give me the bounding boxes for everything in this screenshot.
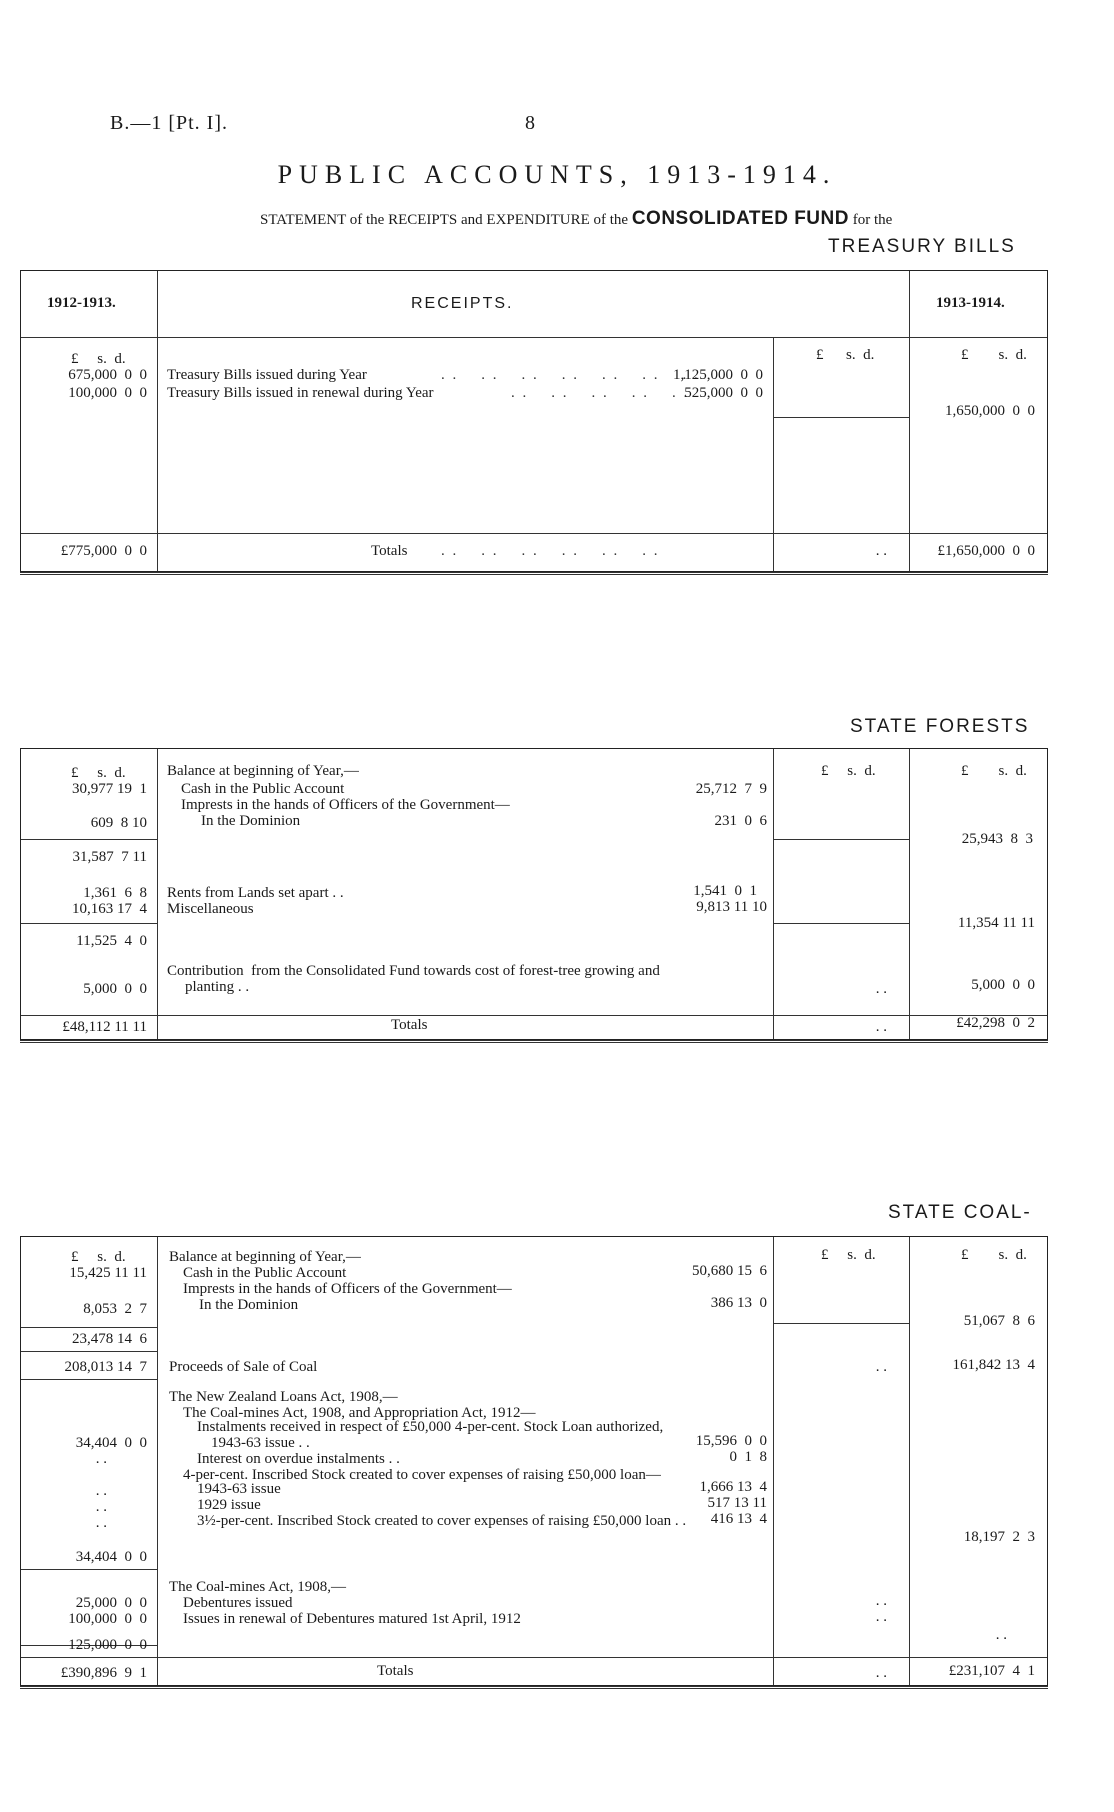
report-code: B.—1 [Pt. I]. bbox=[110, 112, 228, 134]
cash-label: Cash in the Public Account bbox=[181, 781, 345, 797]
currency-header-detail: £ s. d. bbox=[821, 763, 876, 779]
loans-prev-total: 34,404 0 0 bbox=[75, 1549, 147, 1565]
instal-prev: 34,404 0 0 bbox=[75, 1435, 147, 1451]
stock35-label: 3½-per-cent. Inscribed Stock created to cover expenses of raising £50,000 loan . . bbox=[197, 1513, 687, 1529]
balance-curr-total: 51,067 8 6 bbox=[963, 1313, 1035, 1329]
dominion-label: In the Dominion bbox=[199, 1297, 299, 1313]
imprest-label: Imprests in the hands of Officers of the Government— bbox=[181, 797, 510, 813]
contrib-prev: 5,000 0 0 bbox=[83, 981, 147, 997]
statement-suffix: for the bbox=[852, 212, 893, 228]
statement-subtitle bbox=[260, 208, 892, 230]
deb-prev-total: 125,000 0 0 bbox=[68, 1637, 147, 1653]
balance-prev-total: 31,587 7 11 bbox=[72, 849, 147, 865]
interest-label: Interest on overdue instalments . . bbox=[197, 1451, 400, 1467]
proceeds-prev: 208,013 14 7 bbox=[64, 1359, 147, 1375]
deb-issued-detail: . . bbox=[875, 1593, 887, 1609]
balance-prev-total: 23,478 14 6 bbox=[72, 1331, 147, 1347]
currency-header-curr: £ s. d. bbox=[961, 347, 1027, 363]
rents-prev-total: 11,525 4 0 bbox=[76, 933, 147, 949]
totals-prev: £48,112 11 11 bbox=[62, 1019, 147, 1035]
forests-table bbox=[20, 748, 1048, 1040]
treasury-section-title: TREASURY BILLS bbox=[828, 236, 1016, 257]
deb-renewal-label: Issues in renewal of Debentures matured 1st April, 1912 bbox=[183, 1611, 521, 1627]
col-receipts: RECEIPTS. bbox=[411, 295, 514, 312]
misc-prev: 10,163 17 4 bbox=[72, 901, 147, 917]
stock4-label: 4-per-cent. Inscribed Stock created to cover expenses of raising £50,000 loan— bbox=[183, 1467, 661, 1483]
dominion-prev: 609 8 10 bbox=[90, 815, 147, 831]
totals-label: Totals bbox=[391, 1017, 428, 1033]
deb-issued-prev: 25,000 0 0 bbox=[75, 1595, 147, 1611]
instal-detail: 15,596 0 0 bbox=[695, 1433, 767, 1449]
issue1929-detail: 517 13 11 bbox=[707, 1495, 767, 1511]
coal-table bbox=[20, 1236, 1048, 1686]
totals-prev: £775,000 0 0 bbox=[60, 543, 147, 559]
rents-prev: 1,361 6 8 bbox=[83, 885, 147, 901]
table-row-detail: 1,125,000 0 0 bbox=[673, 367, 763, 383]
statement-fund: CONSOLIDATED FUND bbox=[631, 208, 849, 229]
balance-label: Balance at beginning of Year,— bbox=[167, 763, 359, 779]
currency-header-prev: £ s. d. bbox=[71, 765, 126, 781]
dominion-detail: 386 13 0 bbox=[710, 1295, 767, 1311]
table-row-label: Treasury Bills issued during Year bbox=[167, 367, 367, 383]
col-prev-year: 1912-1913. bbox=[47, 295, 116, 311]
issue1943-prev: . . bbox=[95, 1483, 107, 1499]
debentures-act-label: The Coal-mines Act, 1908,— bbox=[169, 1579, 347, 1595]
leader-dots: . . . . . . . . . . bbox=[511, 385, 690, 401]
statement-prefix: STATEMENT of the RECEIPTS and EXPENDITURE of the bbox=[260, 212, 629, 228]
currency-header-prev: £ s. d. bbox=[71, 1249, 126, 1265]
rents-detail: 1,541 0 1 bbox=[693, 883, 757, 899]
cash-label: Cash in the Public Account bbox=[183, 1265, 347, 1281]
totals-detail: . . bbox=[875, 543, 887, 559]
dominion-prev: 8,053 2 7 bbox=[83, 1301, 147, 1317]
totals-curr: £42,298 0 2 bbox=[956, 1015, 1035, 1031]
forests-section-title: STATE FORESTS bbox=[850, 716, 1030, 737]
rents-curr-total: 11,354 11 11 bbox=[957, 915, 1035, 931]
totals-curr: £231,107 4 1 bbox=[948, 1663, 1035, 1679]
instal-label: Instalments received in respect of £50,000 4-per-cent. Stock Loan authorized, bbox=[197, 1419, 664, 1435]
totals-label: Totals bbox=[377, 1663, 414, 1679]
leader-dots: . . . . . . . . . . . . bbox=[441, 543, 660, 559]
deb-issued-label: Debentures issued bbox=[183, 1595, 293, 1611]
loans-act-label: The New Zealand Loans Act, 1908,— bbox=[169, 1389, 398, 1405]
page-title: PUBLIC ACCOUNTS, 1913-1914. bbox=[277, 160, 837, 189]
contrib-label: Contribution from the Consolidated Fund towards cost of forest-tree growing and bbox=[167, 963, 660, 979]
totals-curr: £1,650,000 0 0 bbox=[937, 543, 1035, 559]
issue1929-label: 1929 issue bbox=[197, 1497, 261, 1513]
issue1929-prev: . . bbox=[95, 1499, 107, 1515]
instal-label-cont: 1943-63 issue . . bbox=[211, 1435, 310, 1451]
misc-detail: 9,813 11 10 bbox=[696, 899, 767, 915]
currency-header-detail: £ s. d. bbox=[821, 1247, 876, 1263]
table-row-prev: 100,000 0 0 bbox=[68, 385, 147, 401]
proceeds-label: Proceeds of Sale of Coal bbox=[169, 1359, 318, 1375]
imprest-label: Imprests in the hands of Officers of the Government— bbox=[183, 1281, 512, 1297]
loans-curr-total: 18,197 2 3 bbox=[963, 1529, 1035, 1545]
contrib-detail: . . bbox=[875, 981, 887, 997]
interest-prev: . . bbox=[95, 1451, 107, 1467]
stock35-detail: 416 13 4 bbox=[710, 1511, 767, 1527]
interest-detail: 0 1 8 bbox=[729, 1449, 767, 1465]
table-row-detail: 525,000 0 0 bbox=[684, 385, 763, 401]
issue1943-label: 1943-63 issue bbox=[197, 1481, 281, 1497]
currency-header-prev: £ s. d. bbox=[71, 351, 126, 367]
coalmines-approp-label: The Coal-mines Act, 1908, and Appropriation Act, 1912— bbox=[183, 1405, 536, 1421]
totals-detail: . . bbox=[875, 1019, 887, 1035]
misc-label: Miscellaneous bbox=[167, 901, 254, 917]
rents-label: Rents from Lands set apart . . bbox=[167, 885, 344, 901]
cash-detail: 50,680 15 6 bbox=[692, 1263, 767, 1279]
cash-prev: 15,425 11 11 bbox=[69, 1265, 147, 1281]
currency-header-curr: £ s. d. bbox=[961, 763, 1027, 779]
contrib-curr: 5,000 0 0 bbox=[971, 977, 1035, 993]
leader-dots: . . . . . . . . . . . . . . bbox=[441, 367, 700, 383]
cash-detail: 25,712 7 9 bbox=[695, 781, 767, 797]
col-curr-year: 1913-1914. bbox=[936, 295, 1005, 311]
balance-label: Balance at beginning of Year,— bbox=[169, 1249, 361, 1265]
deb-renewal-detail: . . bbox=[875, 1609, 887, 1625]
deb-renewal-prev: 100,000 0 0 bbox=[68, 1611, 147, 1627]
issue1943-detail: 1,666 13 4 bbox=[699, 1479, 767, 1495]
page-number: 8 bbox=[525, 112, 535, 134]
totals-prev: £390,896 9 1 bbox=[60, 1665, 147, 1681]
balance-curr-total: 25,943 8 3 bbox=[961, 831, 1033, 847]
treasury-table bbox=[20, 270, 1048, 572]
table-row-prev: 675,000 0 0 bbox=[68, 367, 147, 383]
totals-label: Totals bbox=[371, 543, 408, 559]
deb-curr-total: . . bbox=[995, 1627, 1007, 1643]
currency-header-detail: £ s. d. bbox=[816, 347, 875, 363]
stock35-prev: . . bbox=[95, 1515, 107, 1531]
proceeds-detail: . . bbox=[875, 1359, 887, 1375]
treasury-subtotal: 1,650,000 0 0 bbox=[945, 403, 1035, 419]
dominion-detail: 231 0 6 bbox=[714, 813, 767, 829]
coal-section-title: STATE COAL- bbox=[888, 1202, 1032, 1223]
contrib-label-cont: planting . . bbox=[185, 979, 250, 995]
currency-header-curr: £ s. d. bbox=[961, 1247, 1027, 1263]
table-row-label: Treasury Bills issued in renewal during Year bbox=[167, 385, 434, 401]
dominion-label: In the Dominion bbox=[201, 813, 301, 829]
totals-detail: . . bbox=[875, 1665, 887, 1681]
cash-prev: 30,977 19 1 bbox=[72, 781, 147, 797]
proceeds-curr: 161,842 13 4 bbox=[952, 1357, 1035, 1373]
